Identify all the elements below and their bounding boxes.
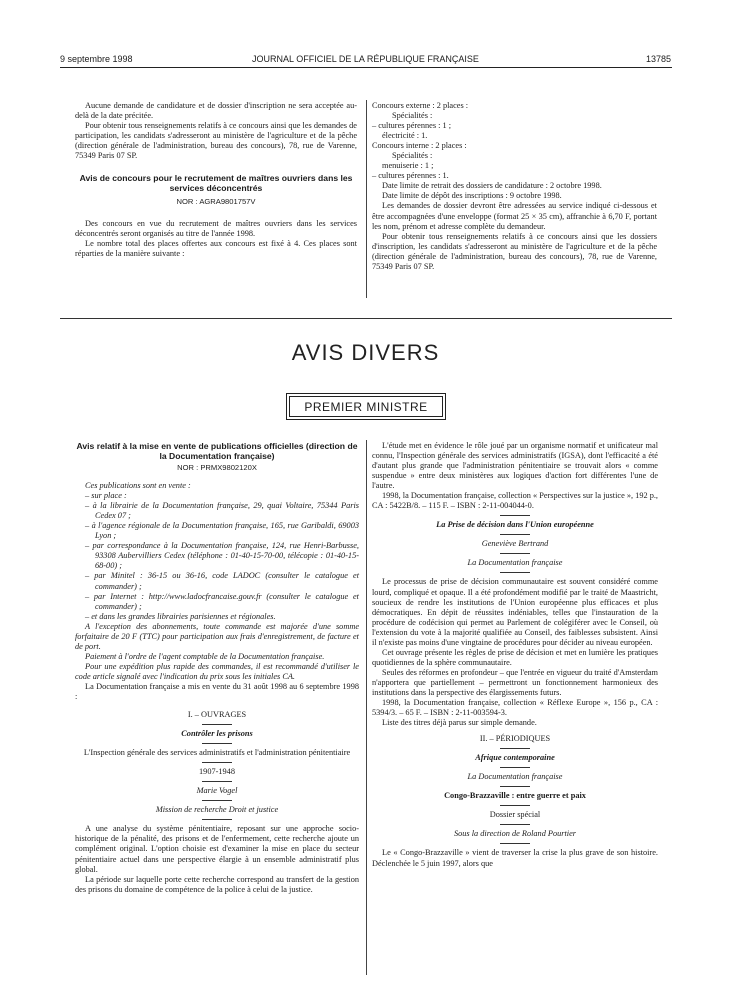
avis-title: Avis relatif à la mise en vente de publications officielles (direction de la Documentation française) bbox=[76, 441, 358, 461]
list-item: – sur place : bbox=[85, 491, 127, 501]
paragraph: Pour une expédition plus rapide des commandes, il est recommandé d'utiliser le code article signalé avec l'indication du prix sous les initiales CA. bbox=[75, 661, 359, 681]
book-years: 1907-1948 bbox=[199, 767, 235, 777]
line: électricité : 1. bbox=[382, 131, 428, 141]
list-item: – à la librairie de la Documentation française, 29, quai Voltaire, 75344 Paris Cedex 07 ; bbox=[85, 501, 359, 521]
reference: 1998, la Documentation française, collection « Réflexe Europe », 156 p., CA : 5394/3. – 65 F. – ISBN : 2-11-003594-3. bbox=[372, 698, 658, 718]
paragraph: Aucune demande de candidature et de dossier d'inscription ne sera acceptée au-delà de la date précitée. bbox=[75, 101, 357, 121]
paragraph: Seules des réformes en profondeur – que l'entrée en vigueur du traité d'Amsterdam n'apportera que partiellement – permettront un fonctionnement harmonieux des institutions dans la perspective des élargissements futurs. bbox=[372, 667, 658, 697]
note: Liste des titres déjà parus sur simple demande. bbox=[382, 718, 537, 728]
book-title: La Prise de décision dans l'Union européenne bbox=[436, 520, 594, 530]
line: Concours externe : 2 places : bbox=[372, 101, 469, 110]
header-date: 9 septembre 1998 bbox=[60, 54, 133, 64]
line: Concours interne : 2 places : bbox=[372, 141, 467, 151]
list-item: – par correspondance à la Documentation française, 124, rue Henri-Barbusse, 93308 Aubervilliers Cedex (téléphone : 01-40-15-70-00, télécopie : 01-40-15-68-00) ; bbox=[85, 541, 359, 571]
reference: 1998, la Documentation française, collection « Perspectives sur la justice », 192 p., CA : 5422B/8. – 115 F. – ISBN : 2-11-004044-0. bbox=[372, 491, 658, 511]
heading-rule bbox=[202, 781, 232, 782]
paragraph: L'étude met en évidence le rôle joué par un organisme normatif et unificateur mal connu, l'Inspection générale des services administratifs (IGSA), dont l'efficacité a été d'autant plus grande que l'administration pénitentiaire se trouvait alors « comme suspendue » entre deux ministères aux logiques d'action fort différentes l'une de l'autre. bbox=[372, 441, 658, 491]
line: menuiserie : 1 ; bbox=[382, 161, 434, 171]
list-item: – à l'agence régionale de la Documentation française, 165, rue Garibaldi, 69003 Lyon ; bbox=[85, 521, 359, 541]
column-divider bbox=[366, 100, 367, 298]
heading-rule bbox=[500, 843, 530, 844]
periodical-issue: Congo-Brazzaville : entre guerre et paix bbox=[444, 791, 586, 801]
nor-reference: NOR : AGRA9801757V bbox=[176, 197, 256, 207]
heading-rule bbox=[500, 824, 530, 825]
line: Spécialités : bbox=[392, 111, 433, 121]
book-author: L'Inspection générale des services administratifs et l'administration pénitentiaire bbox=[83, 748, 351, 758]
paragraph: Cet ouvrage présente les règles de prise de décision et met en lumière les pratiques quotidiennes de la sphère communautaire. bbox=[372, 647, 658, 667]
section-heading: I. – OUVRAGES bbox=[187, 710, 247, 720]
list-item: – par Minitel : 36-15 ou 36-16, code LADOC (consulter le catalogue et commander) ; bbox=[85, 571, 359, 591]
heading-rule bbox=[500, 515, 530, 516]
header-journal-title: JOURNAL OFFICIEL DE LA RÉPUBLIQUE FRANÇAISE bbox=[252, 54, 479, 64]
paragraph: Les demandes de dossier devront être adressées au service indiqué ci-dessous et être accompagnées d'une enveloppe (format 25 × 35 cm), affranchie à 6,70 F, portant les nom, prénom et adresse complète du demandeur. bbox=[372, 201, 657, 231]
nor-reference: NOR : PRMX9802120X bbox=[177, 463, 257, 472]
periodical-director: Sous la direction de Roland Pourtier bbox=[453, 829, 577, 839]
heading-rule bbox=[500, 534, 530, 535]
book-mission: Mission de recherche Droit et justice bbox=[155, 805, 279, 815]
section-heading: II. – PÉRIODIQUES bbox=[479, 734, 551, 744]
ministry-box bbox=[286, 393, 446, 420]
list-item: – et dans les grandes librairies parisiennes et régionales. bbox=[85, 611, 276, 621]
line: Date limite de retrait des dossiers de candidature : 2 octobre 1998. bbox=[382, 181, 602, 191]
paragraph: A l'exception des abonnements, toute commande est majorée d'une somme forfaitaire de 20 F (TTC) pour participation aux frais d'enregistrement, de facture et de port. bbox=[75, 621, 359, 651]
bottom-right-column bbox=[372, 441, 658, 869]
periodical-dossier: Dossier spécial bbox=[489, 810, 541, 820]
header-rule bbox=[60, 67, 672, 68]
line: – cultures pérennes : 1. bbox=[372, 171, 449, 181]
book-person: Marie Vogel bbox=[196, 786, 238, 796]
heading-rule bbox=[500, 786, 530, 787]
header-page-number: 13785 bbox=[645, 54, 671, 64]
book-title: Contrôler les prisons bbox=[181, 729, 253, 739]
top-left-column bbox=[75, 101, 357, 260]
avis-title: Avis de concours pour le recrutement de maîtres ouvriers dans les services déconcentrés bbox=[79, 173, 353, 194]
paragraph: A une analyse du système pénitentiaire, reposant sur une approche socio-historique de la pénalité, des prisons et de l'enfermement, cette recherche ajoute un complément original. L'option choisie est d'examiner la mise en place du secteur pénitentiaire actuel dans une perspective élargie à un ensemble administratif plus global. bbox=[75, 824, 359, 874]
heading-rule bbox=[500, 572, 530, 573]
heading-rule bbox=[202, 762, 232, 763]
paragraph: La période sur laquelle porte cette recherche correspond au transfert de la gestion des prisons du domaine de compétence de la police à celui de la justice. bbox=[75, 874, 359, 894]
bottom-left-column bbox=[75, 441, 359, 895]
heading-rule bbox=[500, 805, 530, 806]
section-title: AVIS DIVERS bbox=[291, 340, 440, 365]
list-item: – par Internet : http://www.ladocfrancaise.gouv.fr (consulter le catalogue et commander) ; bbox=[85, 591, 359, 611]
heading-rule bbox=[500, 748, 530, 749]
book-publisher: La Documentation française bbox=[467, 558, 563, 568]
line: Date limite de dépôt des inscriptions : 9 octobre 1998. bbox=[382, 191, 562, 201]
book-author: Geneviève Bertrand bbox=[481, 539, 549, 549]
section-separator bbox=[60, 318, 672, 319]
heading-rule bbox=[202, 743, 232, 744]
paragraph: Pour obtenir tous renseignements relatifs à ce concours ainsi que les dossiers d'inscription, les candidats s'adresseront au ministère de l'agriculture et de la pêche (direction générale de l'administration, bureau des concours), 78, rue de Varenne, 75349 Paris 07 SP. bbox=[372, 231, 657, 271]
column-divider bbox=[366, 440, 367, 975]
paragraph: Pour obtenir tous renseignements relatifs à ce concours ainsi que les demandes de participation, les candidats s'adresseront au ministère de l'agriculture et de la pêche (direction générale de l'administration, bureau des concours), 78, rue de Varenne, 75349 Paris 07 SP. bbox=[75, 121, 357, 161]
periodical-title: Afrique contemporaine bbox=[475, 753, 555, 763]
line: Spécialités : bbox=[392, 151, 433, 161]
paragraph: La Documentation française a mis en vente du 31 août 1998 au 6 septembre 1998 : bbox=[75, 681, 359, 702]
heading-rule bbox=[202, 724, 232, 725]
line: – cultures pérennes : 1 ; bbox=[372, 121, 452, 131]
heading-rule bbox=[202, 819, 232, 820]
periodical-publisher: La Documentation française bbox=[467, 772, 563, 782]
heading-rule bbox=[500, 553, 530, 554]
heading-rule bbox=[202, 800, 232, 801]
paragraph: Paiement à l'ordre de l'agent comptable de la Documentation française. bbox=[85, 651, 325, 661]
paragraph: Le processus de prise de décision communautaire est souvent considéré comme lourd, compliqué et opaque. Il a été profondément modifié par le traité de Maastricht, soucieux de rendre les institutions de l'Union européenne plus efficaces et plus démocratiques. En dépit de réussites indéniables, telles que l'instauration de la procédure de codécision qui permet au Parlement de colégiférer avec le Conseil, où l'extension du vote à la majorité qualifiée au Conseil, des faiblesses subsistent. Ainsi il n'existe pas moins d'une vingtaine de procédures pour décider au niveau européen. bbox=[372, 577, 658, 647]
paragraph: Des concours en vue du recrutement de maîtres ouvriers dans les services déconcentrés seront organisés au titre de l'année 1998. bbox=[75, 219, 357, 239]
paragraph: Le « Congo-Brazzaville » vient de traverser la crise la plus grave de son histoire. Déclenchée le 5 juin 1997, alors que bbox=[372, 848, 658, 868]
ministry-label: PREMIER MINISTRE bbox=[304, 399, 428, 414]
paragraph: Le nombre total des places offertes aux concours est fixé à 4. Ces places sont réparties de la manière suivante : bbox=[75, 239, 357, 259]
heading-rule bbox=[500, 767, 530, 768]
paragraph: Ces publications sont en vente : bbox=[85, 481, 191, 491]
top-right-column bbox=[372, 101, 657, 272]
